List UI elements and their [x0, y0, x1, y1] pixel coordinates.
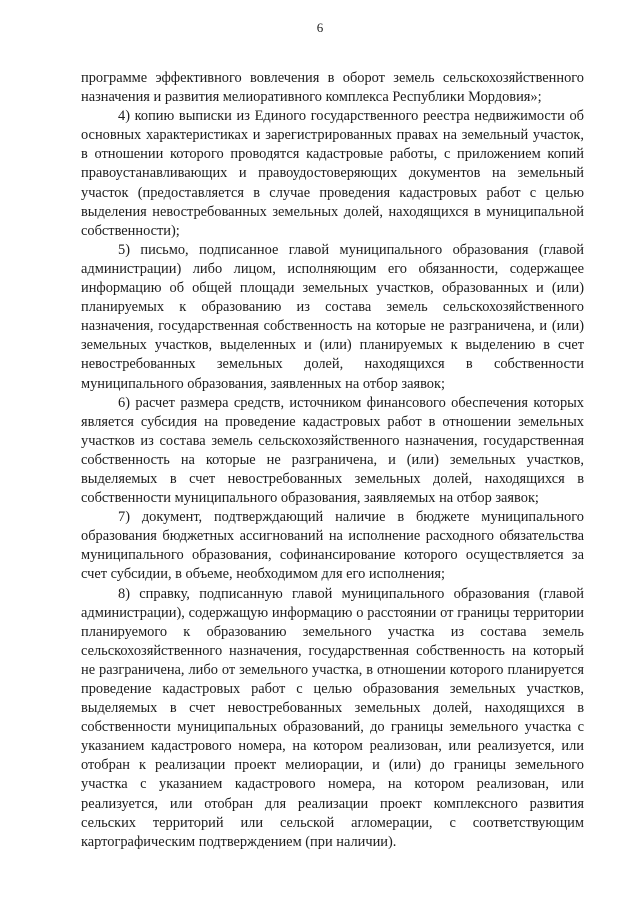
paragraph-item-4: 4) копию выписки из Единого государственного реестра недвижимости об основных характеристиках и зарегистрированных правах на земельный участок, в отношении которого проводятся кадастровые работы, с приложением копий правоустанавливающих и правоудостоверяющих документов на земельный участок (предоставляется в случае проведения кадастровых работ с целью выделения невостребованных земельных долей, находящихся в муниципальной собственности);	[81, 108, 584, 239]
paragraph-item-7: 7) документ, подтверждающий наличие в бюджете муниципального образования бюджетных ассигнований на исполнение расходного обязательства муниципального образования, софинансирование которого осуществляется за счет субсидии, в объеме, необходимом для его исполнения;	[81, 509, 584, 583]
paragraph-item-6: 6) расчет размера средств, источником финансового обеспечения которых является субсидия на проведение кадастровых работ в отношении земельных участков из состава земель сельскохозяйственного назначения, государственная собственность на которые не разграничена, и (или) земельных участков, выделяемых в счет невостребованных земельных долей, находящихся в собственности муниципального образования, заявляемых на отбор заявок;	[81, 394, 584, 507]
paragraph-continuation: программе эффективного вовлечения в оборот земель сельскохозяйственного назначения и развития мелиоративного комплекса Республики Мордовия»;	[81, 70, 584, 106]
document-body	[81, 69, 584, 852]
paragraph-item-5: 5) письмо, подписанное главой муниципального образования (главой администрации) либо лицом, исполняющим его обязанности, содержащее информацию об общей площади земельных участков, образованных и (или) планируемых к образованию из состава земель сельскохозяйственного назначения, государственная собственность на которые не разграничена, и (или) земельных участков, выделенных и (или) планируемых к выделению в счет невостребованных земельных долей, находящихся в собственности муниципального образования, заявленных на отбор заявок;	[81, 241, 584, 392]
paragraph-item-8: 8) справку, подписанную главой муниципального образования (главой администрации), содержащую информацию о расстоянии от границы территории планируемого к образованию земельного участка из состава земель сельскохозяйственного назначения, государственная собственность на который не разграничена, либо от земельного участка, в отношении которого планируется проведение кадастровых работ с целью образования земельных участков, выделяемых в счет невостребованных земельных долей, находящихся в собственности муниципальных образований, до границы земельного участка с указанием кадастрового номера, на котором реализован, или реализуется, или отобран к реализации проект мелиорации, и (или) до границы земельного участка с указанием кадастрового номера, на котором реализован, или реализуется, или отобран для реализации проект комплексного развития сельских территорий или сельской агломерации, с соответствующим картографическим подтверждением (при наличии).	[81, 585, 584, 850]
page-number: 6	[316, 20, 324, 35]
